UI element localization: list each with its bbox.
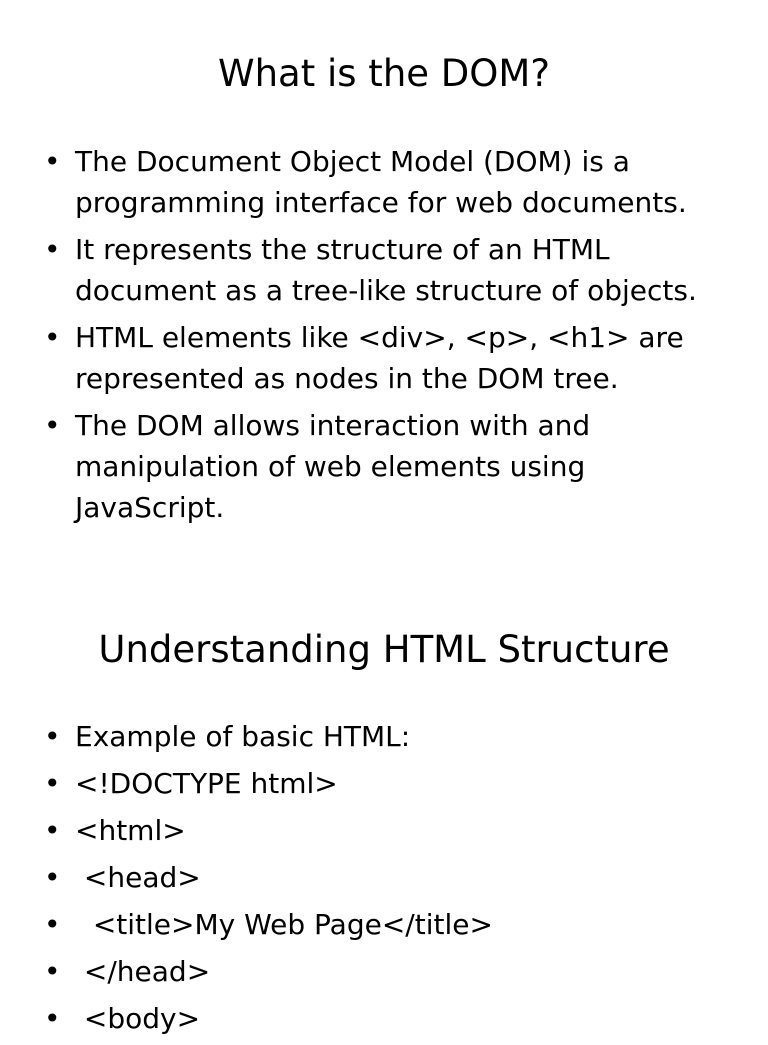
bullet-text: Example of basic HTML:	[75, 720, 411, 753]
bullet-text: The Document Object Model (DOM) is a programming interface for web documents.	[75, 145, 687, 219]
bullet-icon: •	[44, 861, 61, 894]
bullet-text: <!DOCTYPE html>	[75, 767, 338, 800]
bullet-text: It represents the structure of an HTML document as a tree-like structure of objects.	[75, 233, 697, 307]
bullet-list	[0, 141, 740, 534]
bullet-icon: •	[44, 908, 61, 941]
list-item	[0, 998, 740, 1039]
bullet-text: HTML elements like <div>, <p>, <h1> are represented as nodes in the DOM tree.	[75, 321, 693, 395]
list-item	[0, 857, 740, 898]
slide-title: Understanding HTML Structure	[98, 628, 670, 671]
bullet-icon: •	[44, 955, 61, 988]
bullet-text: <body>	[75, 1002, 201, 1035]
bullet-icon: •	[44, 321, 61, 354]
bullet-list	[0, 716, 740, 1045]
list-item	[0, 716, 740, 757]
slide-title: What is the DOM?	[218, 52, 550, 95]
list-item	[0, 810, 740, 851]
list-item	[0, 229, 715, 311]
list-item	[0, 951, 740, 992]
list-item	[0, 141, 715, 223]
bullet-text: <html>	[75, 814, 186, 847]
bullet-text: <title>My Web Page</title>	[75, 908, 493, 941]
bullet-icon: •	[44, 814, 61, 847]
bullet-text: <head>	[75, 861, 201, 894]
bullet-icon: •	[44, 1002, 61, 1035]
list-item	[0, 904, 740, 945]
list-item	[0, 317, 715, 399]
bullet-icon: •	[44, 767, 61, 800]
bullet-icon: •	[44, 720, 61, 753]
bullet-icon: •	[44, 145, 61, 178]
bullet-text: The DOM allows interaction with and manipulation of web elements using JavaScript.	[75, 409, 600, 524]
bullet-icon: •	[44, 409, 61, 442]
list-item	[0, 405, 715, 528]
bullet-text: </head>	[75, 955, 211, 988]
list-item	[0, 763, 740, 804]
bullet-icon: •	[44, 233, 61, 266]
